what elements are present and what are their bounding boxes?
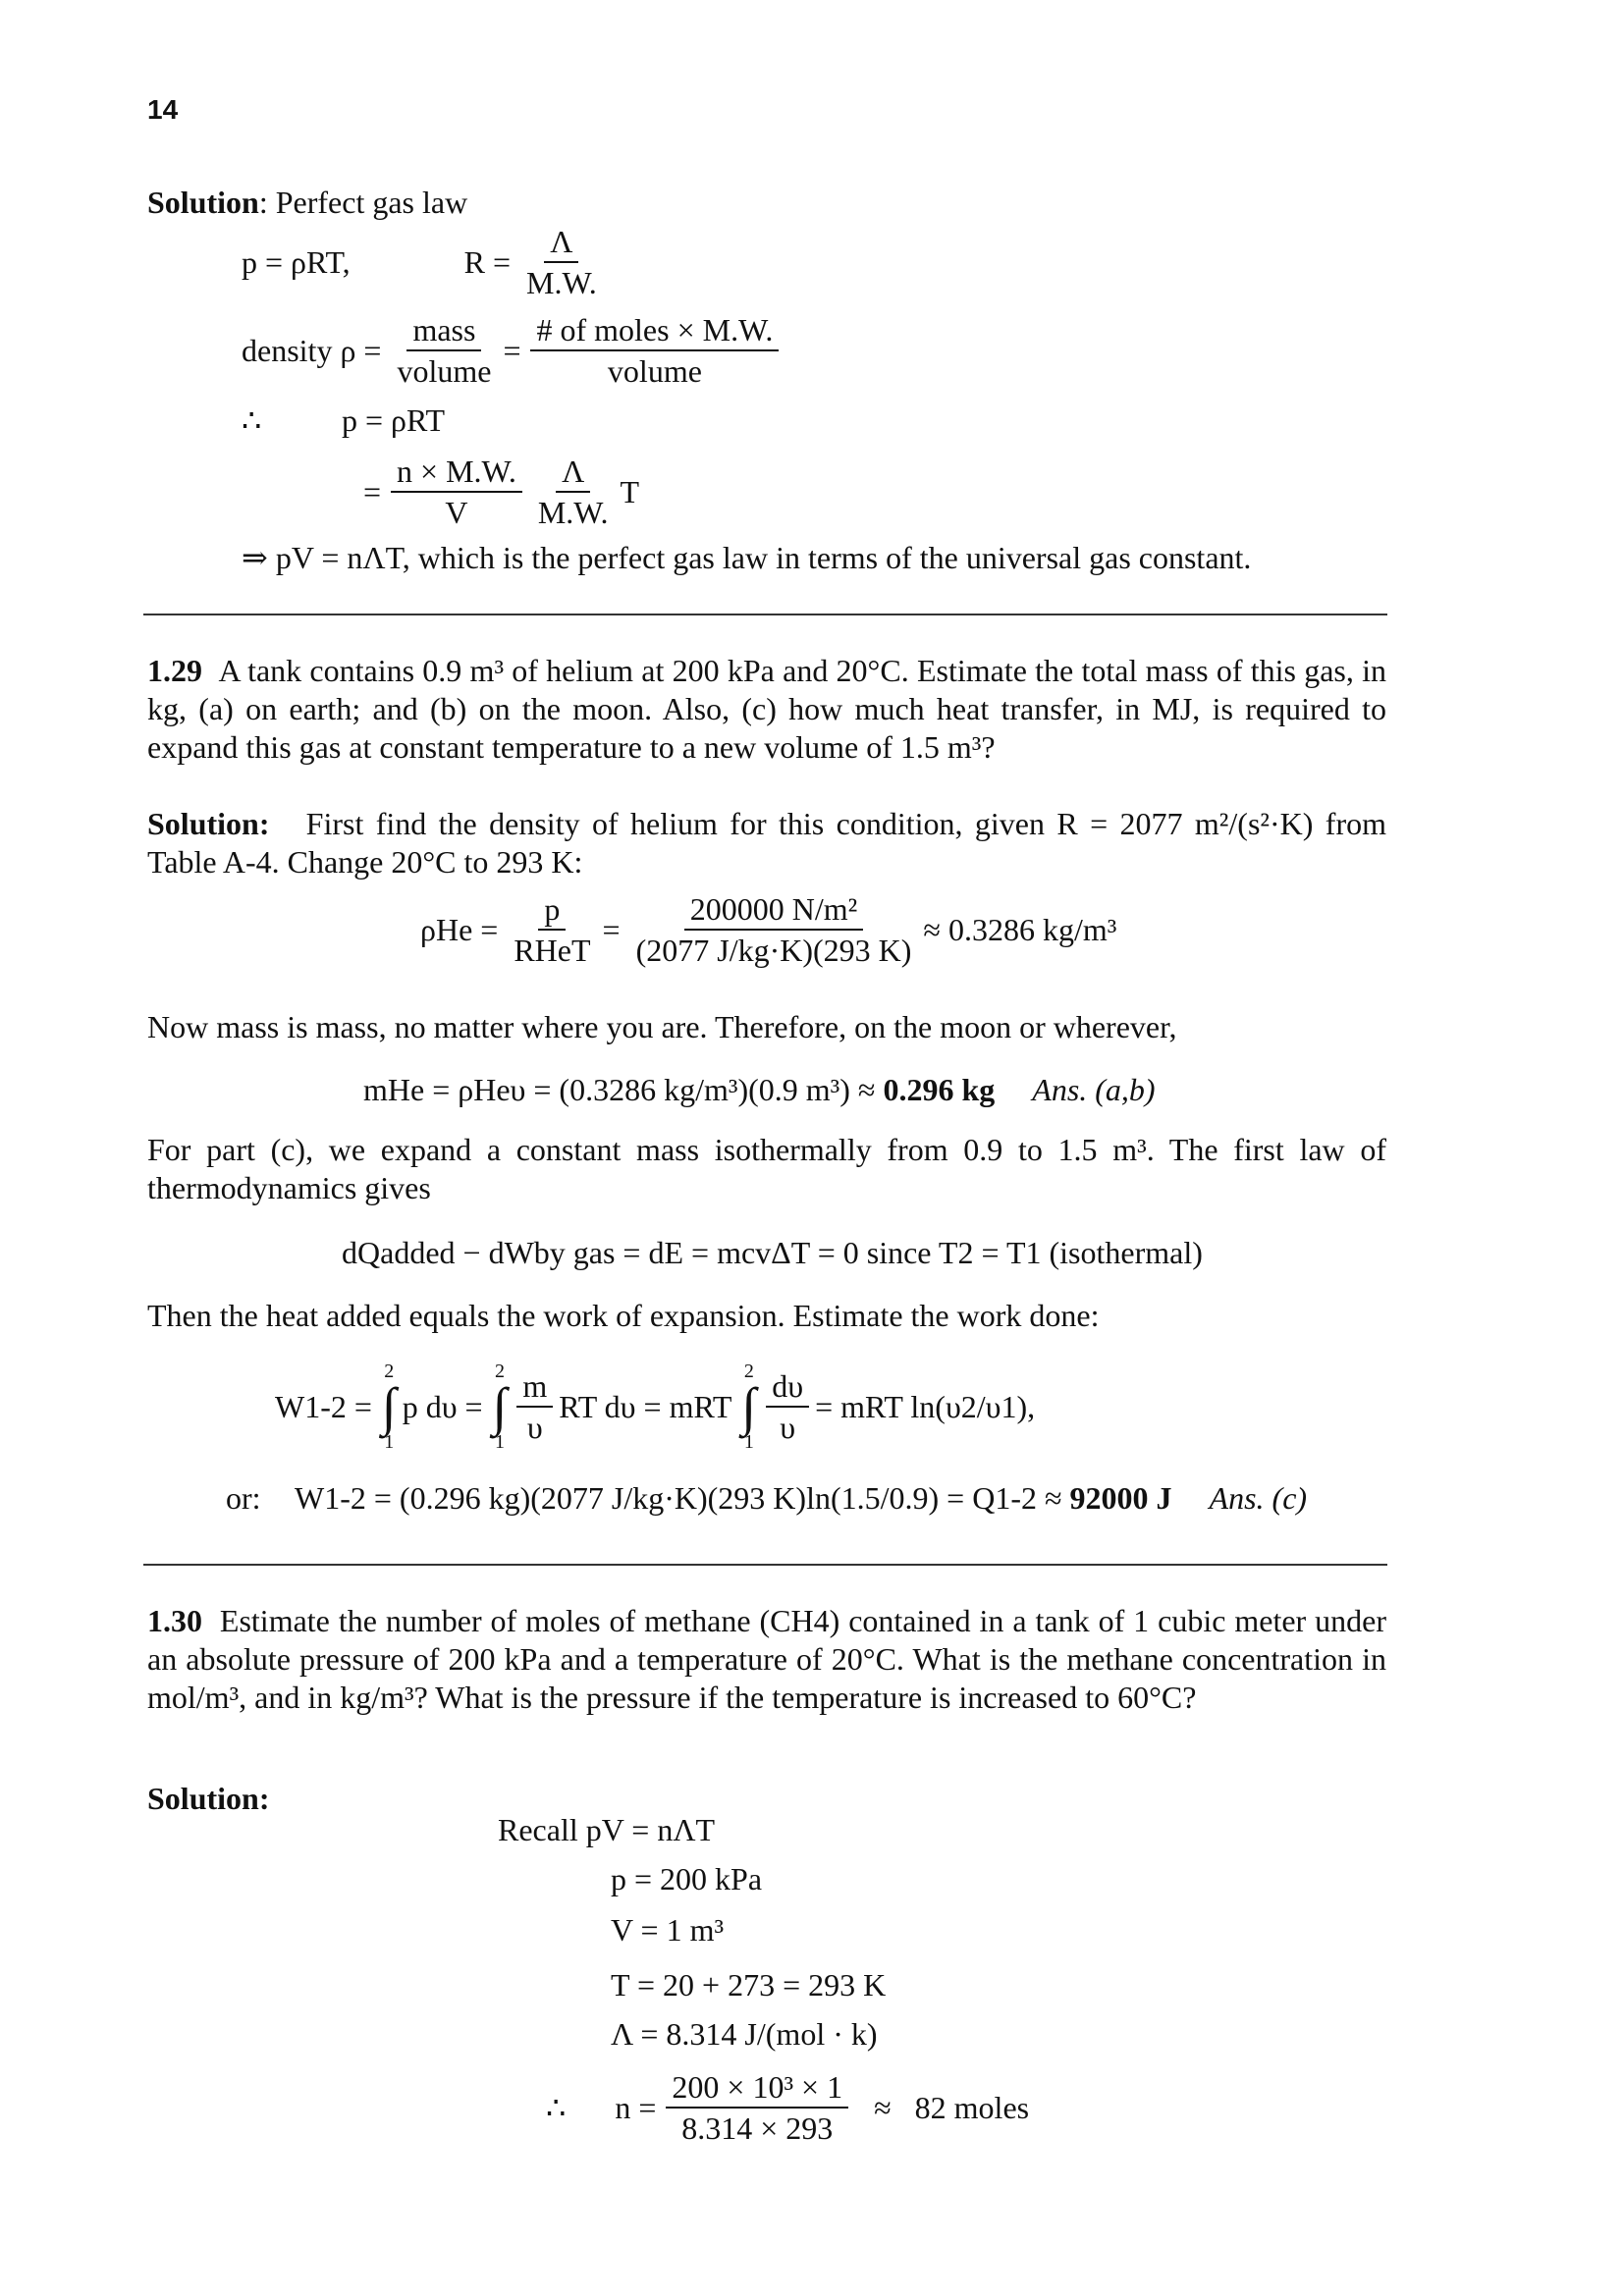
fraction-m-v	[516, 1368, 553, 1445]
fraction-numerator: 200000 N/m²	[684, 891, 863, 931]
integral-lower-limit: 1	[743, 1431, 754, 1453]
or-label: or:	[226, 1480, 261, 1516]
approx-sign: ≈	[874, 2089, 892, 2125]
solution-label: Solution:	[147, 806, 270, 841]
fraction-lambda-mw	[532, 454, 615, 530]
section-divider	[143, 1564, 1387, 1566]
pressure-value: p = 200 kPa	[611, 1861, 763, 1896]
fraction-numerator: mass	[406, 312, 481, 351]
integral-sign: 2 ∫ 1	[492, 1361, 508, 1453]
fraction-denominator: M.W.	[537, 495, 609, 530]
therefore-symbol: ∴	[242, 402, 262, 438]
gas-constant-value: Λ = 8.314 J/(mol · k)	[611, 2016, 878, 2052]
fraction-numerator: p	[538, 891, 566, 931]
fraction-numerator: n × M.W.	[391, 454, 522, 493]
equation-gas-law-and-R	[242, 224, 609, 300]
solution-label: Solution	[147, 185, 259, 220]
fraction-denominator: (2077 J/kg·K)(293 K)	[635, 933, 912, 968]
work-answer-label: Ans. (c)	[1209, 1480, 1308, 1516]
fraction-denominator: υ	[526, 1410, 543, 1445]
equals-sign: =	[363, 473, 382, 509]
fraction-denominator: V	[445, 495, 468, 530]
equation-mass	[363, 1070, 1156, 1109]
rho-lhs: ρHe =	[420, 911, 499, 947]
mass-statement: Now mass is mass, no matter where you are. Therefore, on the moon or wherever,	[147, 1009, 1177, 1044]
solution-1-28-heading	[147, 183, 467, 222]
solution-label: Solution:	[147, 1781, 270, 1816]
fraction-denominator: volume	[397, 353, 492, 389]
work-numeric: W1-2 = (0.296 kg)(2077 J/kg·K)(293 K)ln(1.5/0.9) = Q1-2 ≈	[295, 1480, 1062, 1516]
recall-gas-law: Recall pV = nΛT	[498, 1812, 716, 1847]
fraction-denominator: υ	[780, 1410, 796, 1445]
integral-sign: 2 ∫ 1	[381, 1361, 397, 1453]
integral-upper-limit: 2	[384, 1361, 395, 1382]
temperature-symbol: T	[620, 473, 640, 509]
fraction-mass-volume	[391, 312, 497, 389]
fraction-denominator: volume	[607, 353, 702, 389]
fraction-numerator: dυ	[766, 1368, 809, 1408]
density-result: ≈ 0.3286 kg/m³	[923, 911, 1117, 947]
integrand-p-dv: p dυ =	[402, 1388, 483, 1424]
fraction-denominator: RHeT	[514, 933, 591, 968]
page-number: 14	[147, 94, 179, 125]
fraction-R	[520, 224, 603, 300]
problem-number: 1.30	[147, 1603, 202, 1638]
fraction-numerator: Λ	[556, 454, 590, 493]
fraction-moles	[666, 2069, 848, 2146]
n-lhs: n =	[615, 2089, 657, 2125]
eq-p-rho-RT: p = ρRT,	[242, 243, 351, 280]
equation-density	[242, 312, 784, 389]
integrand-RT-dv: RT dυ = mRT	[559, 1388, 732, 1424]
equation-work-integral	[275, 1361, 1041, 1453]
solution-text: First find the density of helium for this condition, given R = 2077 m²/(s²·K) from Table A-4. Change 20°C to 293 K:	[147, 806, 1387, 880]
equation-substitution	[363, 454, 645, 530]
equation-p-rho-RT: p = ρRT	[342, 402, 445, 438]
part-c-statement: For part (c), we expand a constant mass isothermally from 0.9 to 1.5 m³. The first law of thermodynamics gives	[147, 1132, 1386, 1205]
work-result: 92000 J	[1069, 1480, 1172, 1516]
integral-lower-limit: 1	[384, 1431, 395, 1453]
perfect-gas-law-conclusion: ⇒ pV = nΛT, which is the perfect gas law in terms of the universal gas constant.	[242, 540, 1252, 575]
mass-equation: mHe = ρHeυ = (0.3286 kg/m³)(0.9 m³) ≈	[363, 1072, 876, 1107]
mass-result: 0.296 kg	[883, 1072, 996, 1107]
problem-text: A tank contains 0.9 m³ of helium at 200 kPa and 20°C. Estimate the total mass of this gas, in kg, (a) on earth; and (b) on the moon. Also, (c) how much heat transfer, in MJ, is required to expand this gas at constant temperature to a new volume of 1.5 m³?	[147, 653, 1387, 765]
heat-statement: Then the heat added equals the work of expansion. Estimate the work done:	[147, 1298, 1100, 1333]
integral-lower-limit: 1	[494, 1431, 505, 1453]
work-lhs: W1-2 =	[275, 1388, 372, 1424]
fraction-denominator: M.W.	[526, 265, 597, 300]
problem-1-30	[147, 1602, 1386, 1717]
equals-sign: =	[503, 332, 521, 368]
solution-intro: : Perfect gas law	[258, 185, 468, 220]
fraction-n-mw-v	[391, 454, 522, 530]
fraction-denominator: 8.314 × 293	[681, 2110, 834, 2146]
fraction-numerator: 200 × 10³ × 1	[666, 2069, 848, 2109]
eq-R-lhs: R =	[463, 243, 511, 280]
fraction-dv-v	[766, 1368, 809, 1445]
integral-sign: 2 ∫ 1	[741, 1361, 757, 1453]
problem-1-29	[147, 652, 1386, 767]
problem-number: 1.29	[147, 653, 202, 688]
equation-moles	[546, 2069, 1035, 2146]
moles-result: 82 moles	[914, 2089, 1030, 2125]
fraction-numerator: m	[516, 1368, 553, 1408]
work-result-log: = mRT ln(υ2/υ1),	[815, 1388, 1036, 1424]
equation-helium-density	[420, 891, 1122, 968]
integral-upper-limit: 2	[743, 1361, 754, 1382]
fraction-numerator: Λ	[544, 224, 578, 263]
section-divider	[143, 614, 1387, 615]
solution-1-30-label	[147, 1779, 269, 1818]
mass-answer-label: Ans. (a,b)	[1032, 1072, 1156, 1107]
problem-text: Estimate the number of moles of methane (CH4) contained in a tank of 1 cubic meter under an absolute pressure of 200 kPa and a temperature of 20°C. What is the methane concentration in mol/m³, and in kg/m³? What is the pressure if the temperature is increased to 60°C?	[147, 1603, 1387, 1715]
equation-work-numeric	[295, 1478, 1307, 1518]
fraction-numeric-density	[630, 891, 918, 968]
equation-first-law: dQadded − dWby gas = dE = mcvΔT = 0 since T2 = T1 (isothermal)	[342, 1235, 1203, 1270]
temperature-value: T = 20 + 273 = 293 K	[611, 1967, 887, 2002]
fraction-moles-volume	[530, 312, 779, 389]
volume-value: V = 1 m³	[611, 1912, 725, 1948]
solution-1-29	[147, 805, 1386, 881]
equals-sign: =	[602, 911, 621, 947]
density-lhs: density ρ =	[242, 332, 382, 368]
fraction-p-RT	[508, 891, 596, 968]
therefore-symbol: ∴	[546, 2090, 567, 2125]
integral-upper-limit: 2	[494, 1361, 505, 1382]
fraction-numerator: # of moles × M.W.	[530, 312, 779, 351]
